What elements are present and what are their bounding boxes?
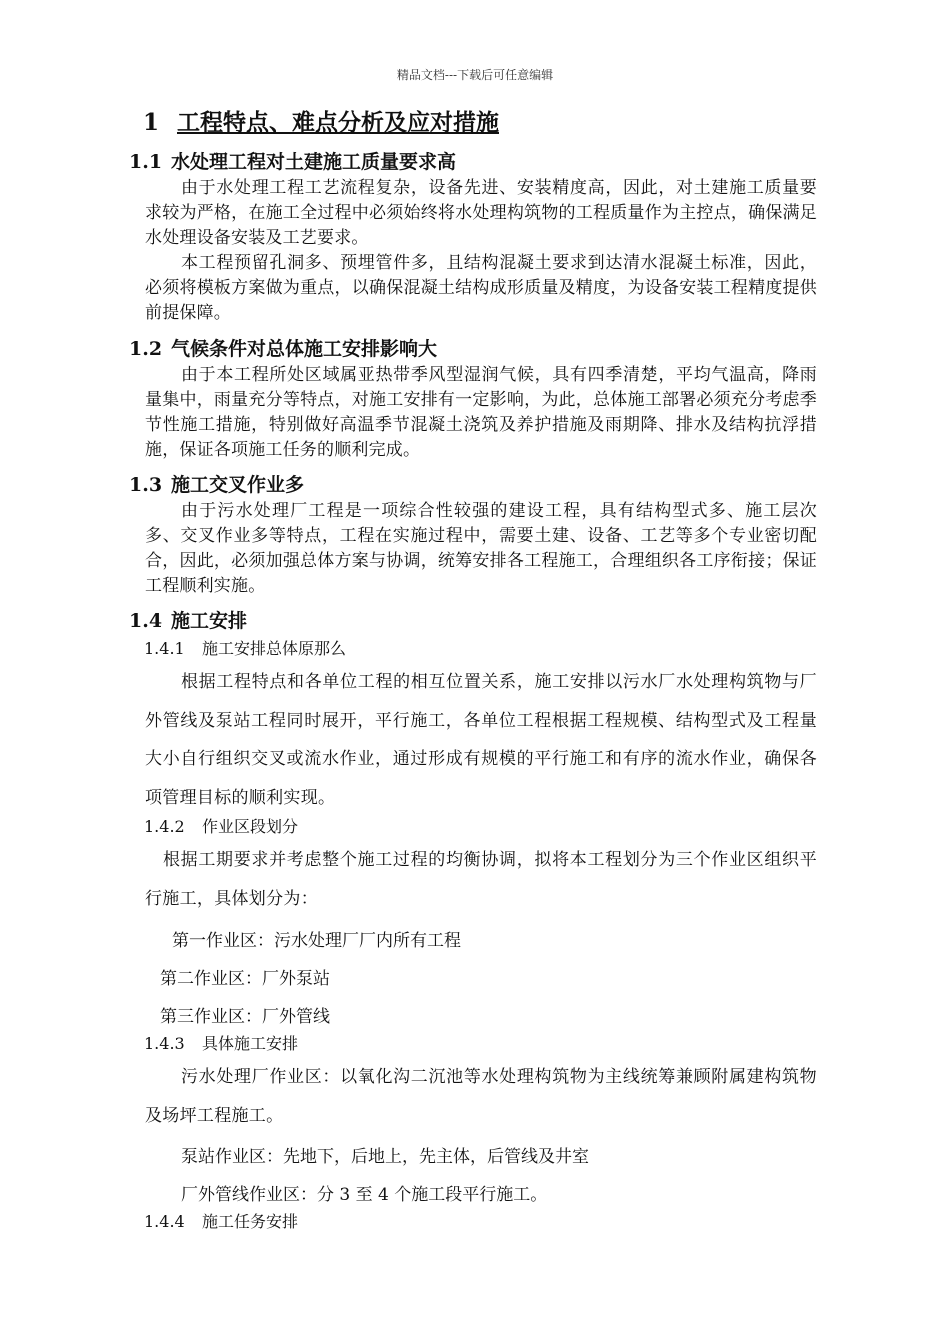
paragraph-1-4-3-c: 厂外管线作业区：分 3 至 4 个施工段平行施工。 — [181, 1185, 548, 1205]
paragraph-1-1-b: 本工程预留孔洞多、预埋管件多，且结构混凝土要求到达清水混凝土标准，因此，必须将模板方案做为重点，以确保混凝土结构成形质量及精度，为设备安装工程精度提供前提保障。 — [145, 253, 817, 323]
paragraph-1-3: 由于污水处理厂工程是一项综合性较强的建设工程，具有结构型式多、施工层次多、交叉作业多等特点，工程在实施过程中，需要土建、设备、工艺等多个专业密切配合，因此，必须加强总体方案与协调，统筹安排各工程施工，合理组织各工序衔接；保证工程顺利实施。 — [145, 501, 817, 596]
heading-1-4-4-title: 施工任务安排 — [202, 1212, 299, 1231]
zone-1-line: 第一作业区：污水处理厂厂内所有工程 — [172, 931, 461, 951]
heading-1-4-4 — [144, 1209, 298, 1232]
heading-1-number: 1 — [143, 109, 160, 136]
paragraph-1-2: 由于本工程所处区域属亚热带季风型湿润气候，具有四季清楚，平均气温高，降雨量集中，雨量充分等特点，对施工安排有一定影响，为此，总体施工部署必须充分考虑季节性施工措施，特别做好高温季节混凝土浇筑及养护措施及雨期降、排水及结构抗浮措施，保证各项施工任务的顺利完成。 — [145, 365, 817, 460]
heading-1 — [143, 104, 499, 137]
heading-1-4-1-title: 施工安排总体原那么 — [202, 639, 347, 658]
heading-1-3 — [129, 470, 304, 497]
heading-1-4-1-number: 1.4.1 — [144, 639, 185, 658]
heading-1-4-number: 1.4 — [129, 610, 163, 632]
heading-1-4-2 — [144, 814, 298, 837]
zone-2-line: 第二作业区：厂外泵站 — [160, 969, 330, 989]
paragraph-1-4-2: 根据工期要求并考虑整个施工过程的均衡协调，拟将本工程划分为三个作业区组织平行施工，具体划分为： — [145, 850, 817, 909]
heading-1-4-3-title: 具体施工安排 — [202, 1034, 299, 1053]
paragraph-1-1-a: 由于水处理工程工艺流程复杂，设备先进、安装精度高，因此，对土建施工质量要求较为严格，在施工全过程中必须始终将水处理构筑物的工程质量作为主控点，确保满足水处理设备安装及工艺要求。 — [145, 178, 817, 248]
heading-1-4-3-number: 1.4.3 — [144, 1034, 185, 1053]
heading-1-1 — [129, 147, 456, 174]
heading-1-4-3 — [144, 1031, 298, 1054]
heading-1-4-2-title: 作业区段划分 — [202, 817, 299, 836]
paragraph-1-4-3-a: 污水处理厂作业区：以氧化沟二沉池等水处理构筑物为主线统筹兼顾附属建构筑物及场坪工程施工。 — [145, 1067, 817, 1126]
heading-1-2-number: 1.2 — [129, 338, 163, 360]
heading-1-3-number: 1.3 — [129, 474, 163, 496]
paragraph-1-4-3-b: 泵站作业区：先地下，后地上，先主体，后管线及井室 — [181, 1147, 589, 1167]
page-header: 精品文档---下载后可任意编辑 — [396, 68, 554, 82]
heading-1-title: 工程特点、难点分析及应对措施 — [177, 109, 499, 136]
heading-1-1-title: 水处理工程对土建施工质量要求高 — [171, 151, 457, 173]
heading-1-2 — [129, 334, 437, 361]
heading-1-4-2-number: 1.4.2 — [144, 817, 185, 836]
heading-1-3-title: 施工交叉作业多 — [171, 474, 305, 496]
heading-1-4-1 — [144, 636, 346, 659]
heading-1-1-number: 1.1 — [129, 151, 163, 173]
heading-1-4-4-number: 1.4.4 — [144, 1212, 185, 1231]
paragraph-1-4-1: 根据工程特点和各单位工程的相互位置关系，施工安排以污水厂水处理构筑物与厂外管线及泵站工程同时展开，平行施工，各单位工程根据工程规模、结构型式及工程量大小自行组织交叉或流水作业，通过形成有规模的平行施工和有序的流水作业，确保各项管理目标的顺利实现。 — [145, 672, 817, 808]
heading-1-4-title: 施工安排 — [171, 610, 248, 632]
heading-1-4 — [129, 606, 247, 633]
heading-1-2-title: 气候条件对总体施工安排影响大 — [171, 338, 438, 360]
zone-3-line: 第三作业区：厂外管线 — [160, 1007, 330, 1027]
